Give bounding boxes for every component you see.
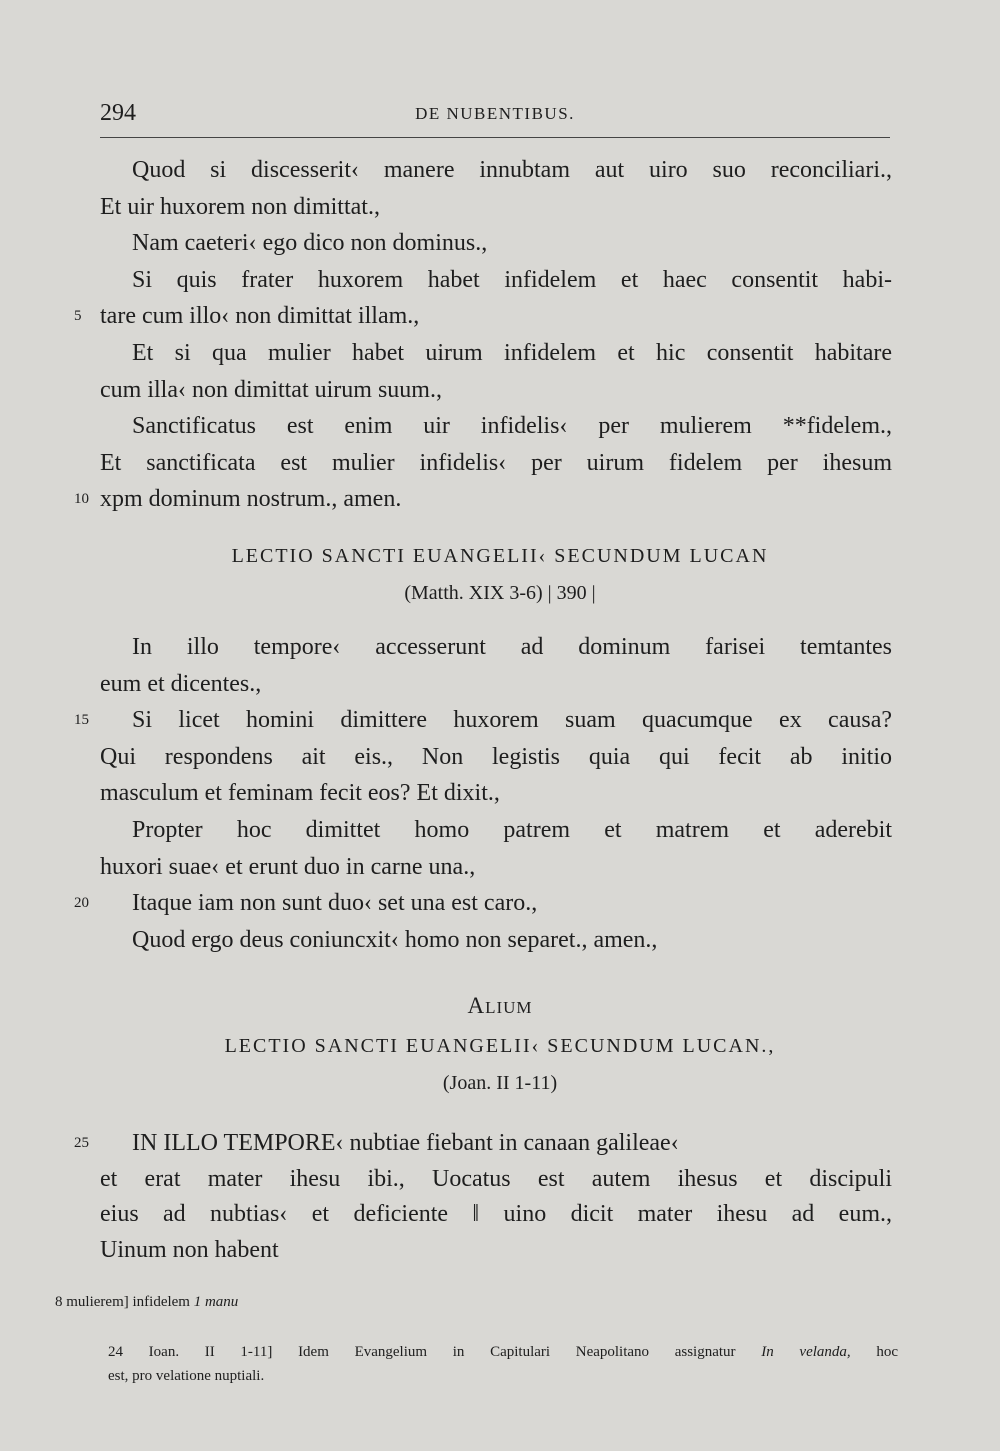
text-line: Et uir huxorem non dimittat., xyxy=(100,194,380,220)
line-number: 20 xyxy=(74,895,89,911)
text-line: xpm dominum nostrum., amen. xyxy=(100,486,402,512)
text-line: In illo tempore‹ accesserunt ad dominum farisei temtantes xyxy=(132,634,892,660)
footnote-1-ref: 8 mulierem] xyxy=(55,1294,129,1310)
text-line: Quod ergo deus coniuncxit‹ homo non separet., amen., xyxy=(132,927,658,953)
text-line: IN ILLO TEMPORE‹ nubtiae fiebant in canaan galileae‹ xyxy=(132,1130,679,1156)
text-line: tare cum illo‹ non dimittat illam., xyxy=(100,303,420,329)
text-line: Quod si discesserit‹ manere innubtam aut uiro suo reconciliari., xyxy=(132,157,892,183)
text-line: Uinum non habent xyxy=(100,1237,279,1263)
text-line: Si quis frater huxorem habet infidelem et haec consentit habi- xyxy=(132,267,892,293)
alium-label xyxy=(0,993,1000,1019)
footnote-2-italic: In velanda, xyxy=(761,1344,851,1360)
text-line: eum et dicentes., xyxy=(100,671,262,697)
header-rule xyxy=(100,137,890,138)
footnote-2-text: Idem Evangelium in Capitulari Neapolitano assignatur xyxy=(298,1344,736,1360)
second-gospel-heading: LECTIO SANCTI EUANGELII‹ SECUNDUM LUCAN., xyxy=(224,1035,776,1057)
footnote-2-line-2: est, pro velatione nuptiali. xyxy=(108,1368,265,1384)
text-line: Sanctificatus est enim uir infidelis‹ per mulierem **fidelem., xyxy=(132,413,892,439)
line-number: 15 xyxy=(74,712,89,728)
text-line: Itaque iam non sunt duo‹ set una est caro., xyxy=(132,890,538,916)
text-line: Qui respondens ait eis., Non legistis quia qui fecit ab initio xyxy=(100,744,892,770)
footnote-2 xyxy=(108,1340,898,1388)
text-line: Et si qua mulier habet uirum infidelem et hic consentit habitare xyxy=(132,340,892,366)
footnote-2-ref: 24 Ioan. II 1-11] xyxy=(108,1344,273,1360)
text-line: masculum et feminam fecit eos? Et dixit., xyxy=(100,780,500,806)
alium-initial: A xyxy=(467,993,486,1018)
gospel-reference: (Matth. XIX 3-6) | 390 | xyxy=(404,582,596,604)
text-line: huxori suae‹ et erunt duo in carne una., xyxy=(100,854,476,880)
text-line: Nam caeteri‹ ego dico non dominus., xyxy=(132,230,488,256)
text-line: et erat mater ihesu ibi., Uocatus est autem ihesus et discipuli xyxy=(100,1166,892,1192)
text-line: cum illa‹ non dimittat uirum suum., xyxy=(100,377,442,403)
text-line: eius ad nubtias‹ et deficiente ‖ uino dicit mater ihesu ad eum., xyxy=(100,1201,892,1227)
footnote-1 xyxy=(55,1294,238,1311)
line-number: 25 xyxy=(74,1135,89,1151)
text-line: Propter hoc dimittet homo patrem et matrem et aderebit xyxy=(132,817,892,843)
line-number: 5 xyxy=(74,308,82,324)
footnote-1-hand: 1 manu xyxy=(193,1294,239,1310)
alium-rest: LIUM xyxy=(485,998,533,1017)
second-gospel-reference: (Joan. II 1-11) xyxy=(442,1072,558,1094)
gospel-heading: LECTIO SANCTI EUANGELII‹ SECUNDUM LUCAN xyxy=(231,545,769,567)
running-title: DE NUBENTIBUS. xyxy=(415,104,575,123)
footnote-2-line-1 xyxy=(108,1340,898,1364)
text-line: Et sanctificata est mulier infidelis‹ per uirum fidelem per ihesum xyxy=(100,450,892,476)
footnote-1-text: infidelem xyxy=(132,1294,190,1310)
text-line: Si licet homini dimittere huxorem suam quacumque ex causa? xyxy=(132,707,892,733)
line-number: 10 xyxy=(74,491,89,507)
footnote-2-text-end: hoc xyxy=(876,1344,899,1360)
page-number: 294 xyxy=(100,100,136,126)
page-header xyxy=(100,100,890,140)
